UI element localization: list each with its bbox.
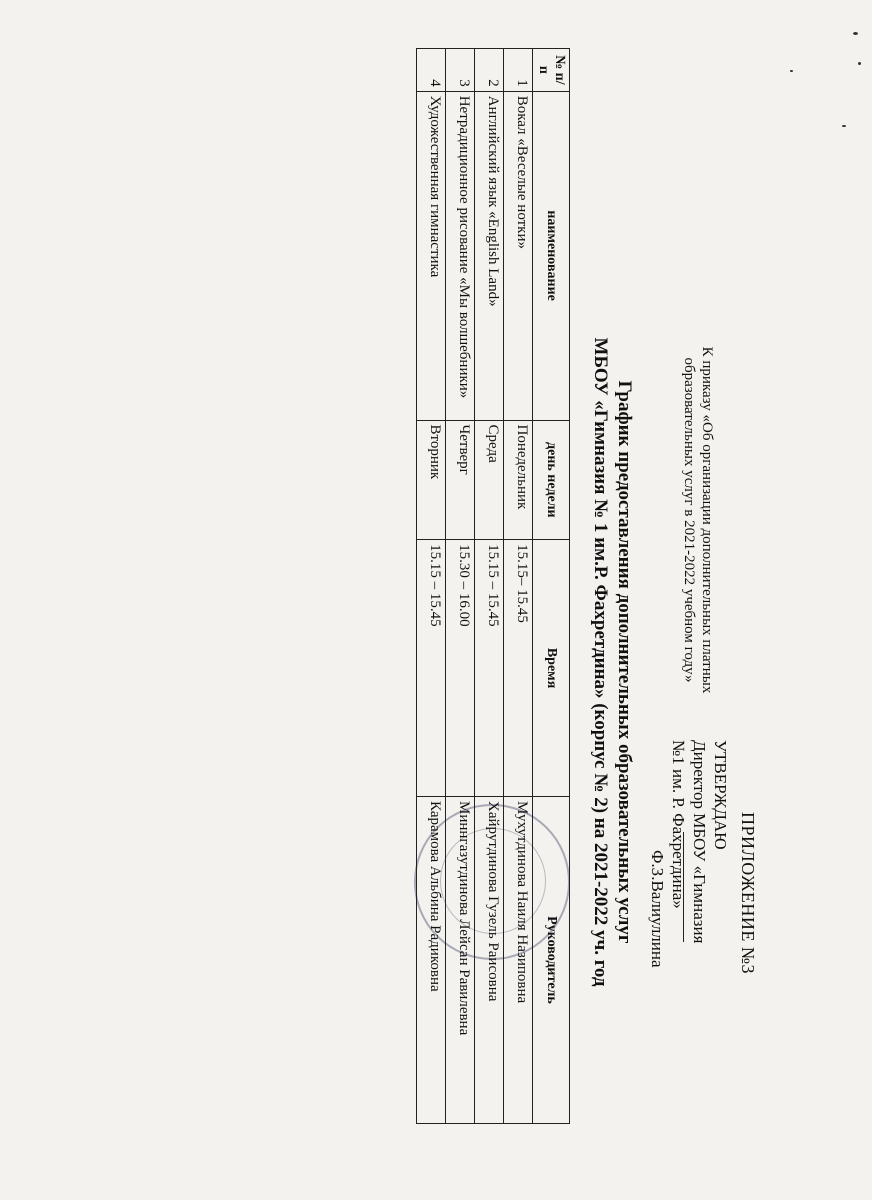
- scan-speck: [790, 70, 793, 72]
- header-name: наименование: [533, 91, 570, 420]
- approval-line3: Ф.З.Валиуллина: [648, 850, 667, 968]
- approval-line1: Директор МБОУ «Гимназия: [690, 740, 709, 944]
- cell-name: Художественная гимнастика: [417, 91, 446, 420]
- cell-time: 15.15– 15.45: [504, 540, 533, 797]
- table-row: [417, 49, 446, 1124]
- cell-leader: Миннгазутдинова Лейсан Равилевна: [446, 797, 475, 1124]
- table-row: [446, 49, 475, 1124]
- cell-name: Нетрадиционное рисование «Мы волшебники»: [446, 91, 475, 420]
- cell-day: Понедельник: [504, 420, 533, 540]
- signature-line: [683, 832, 684, 942]
- cell-num: 2: [475, 49, 504, 92]
- table-header-row: [533, 49, 570, 1124]
- table-row: [475, 49, 504, 1124]
- header-time: Время: [533, 540, 570, 797]
- cell-day: Вторник: [417, 420, 446, 540]
- cell-time: 15.15 – 15.45: [475, 540, 504, 797]
- schedule-table: [416, 48, 570, 1124]
- approval-heading: УТВЕРЖДАЮ: [711, 740, 730, 850]
- rotated-document: [6, 12, 866, 1162]
- cell-num: 1: [504, 49, 533, 92]
- header-num: № п/п: [533, 49, 570, 92]
- order-ref-line2: образовательных услуг в 2021-2022 учебном году»: [681, 357, 697, 683]
- header-leader: Руководитель: [533, 797, 570, 1124]
- cell-name: Английский язык «English Land»: [475, 91, 504, 420]
- scan-speck: [858, 62, 861, 65]
- title-line1: График предоставления дополнительных образовательных услуг: [614, 380, 635, 944]
- order-ref-line1: К приказу «Об организации дополнительных платных: [699, 346, 715, 694]
- approval-block: [647, 740, 731, 1140]
- cell-time: 15.15 – 15.45: [417, 540, 446, 797]
- header-day: день недели: [533, 420, 570, 540]
- scan-speck: [853, 32, 858, 35]
- approval-line2: №1 им. Р. Фахретдина»: [669, 740, 688, 909]
- table-row: [504, 49, 533, 1124]
- order-reference: [680, 310, 716, 730]
- cell-day: Четверг: [446, 420, 475, 540]
- appendix-label: ПРИЛОЖЕНИЕ №3: [738, 812, 758, 975]
- cell-name: Вокал «Веселые нотки»: [504, 91, 533, 420]
- cell-num: 3: [446, 49, 475, 92]
- cell-num: 4: [417, 49, 446, 92]
- cell-day: Среда: [475, 420, 504, 540]
- cell-leader: Карамова Альбина Радиковна: [417, 797, 446, 1124]
- cell-time: 15.30 – 16.00: [446, 540, 475, 797]
- cell-leader: Мухутдинова Наиля Назиповна: [504, 797, 533, 1124]
- cell-leader: Хайрутдинова Гузель Раисовна: [475, 797, 504, 1124]
- document-title: [588, 282, 636, 1042]
- title-line2: МБОУ «Гимназия № 1 им.Р. Фахретдина» (корпус № 2) на 2021-2022 уч. год: [590, 337, 611, 987]
- scan-speck: [842, 125, 846, 127]
